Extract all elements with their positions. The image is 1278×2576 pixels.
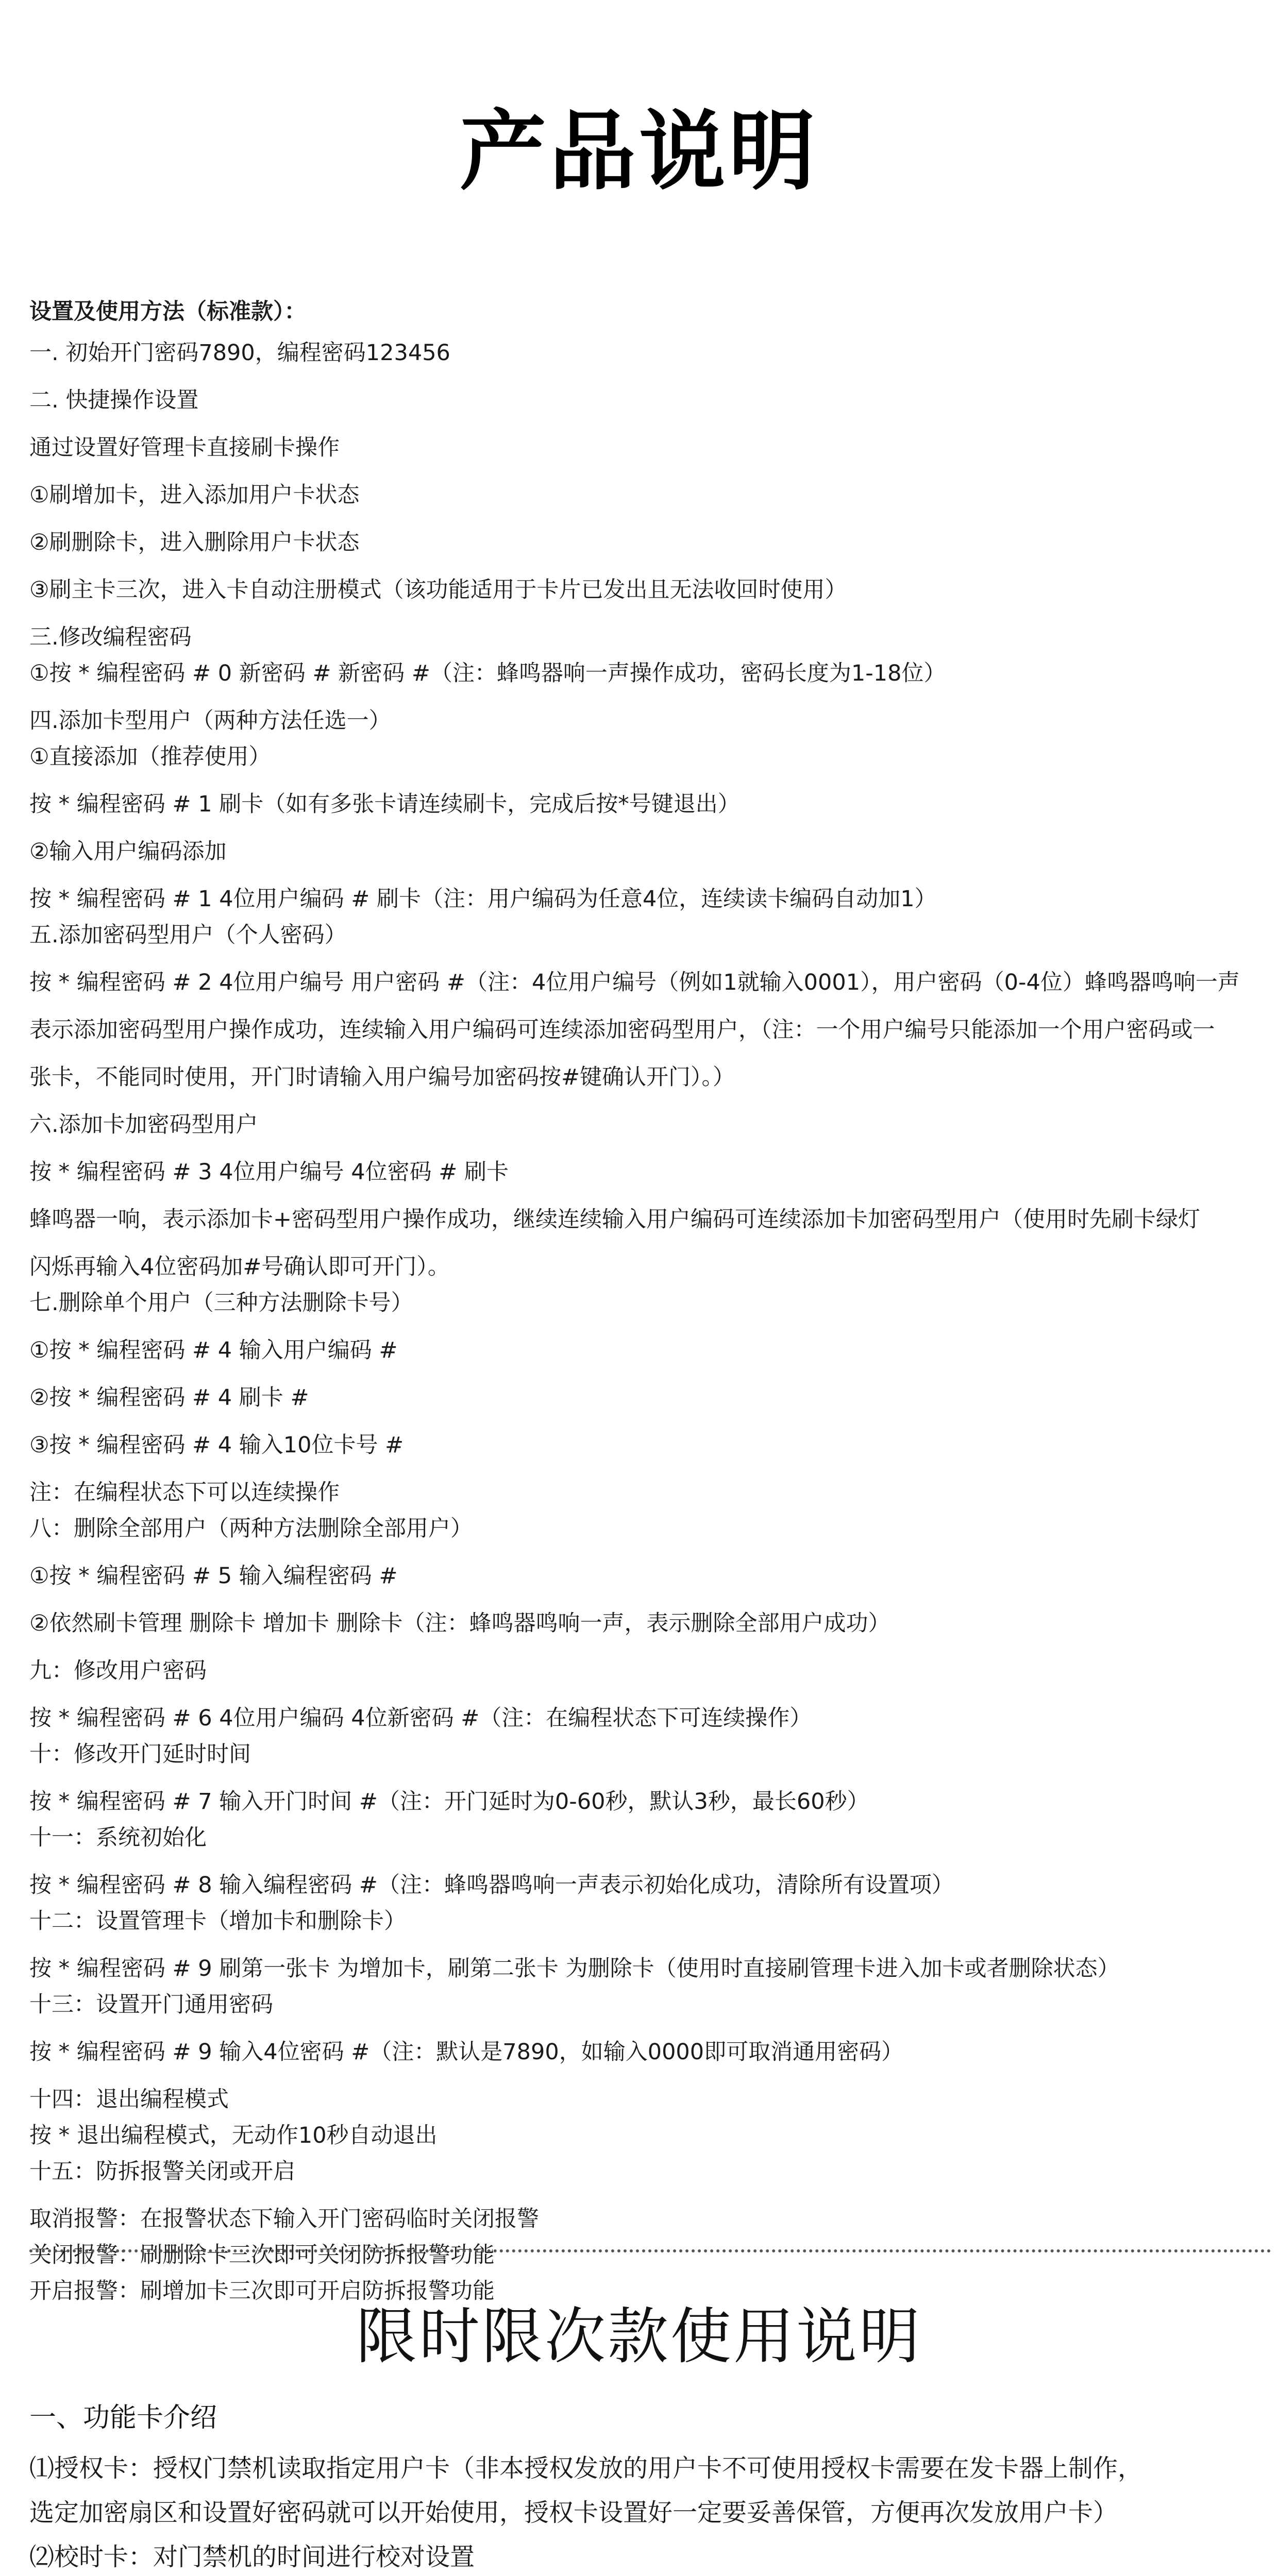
instruction-line: 设置及使用方法（标准款）：: [29, 299, 307, 325]
function-card-line: ⑴授权卡：授权门禁机读取指定用户卡（非本授权发放的用户卡不可使用授权卡需要在发卡器上制作，: [29, 2454, 1143, 2483]
function-card-line: 选定加密扇区和设置好密码就可以开始使用，授权卡设置好一定要妥善保管，方便再次发放用户卡）: [29, 2498, 1118, 2527]
page-title: 产品说明: [460, 101, 818, 202]
function-card-line: ⑵校时卡：对门禁机的时间进行校对设置: [29, 2543, 475, 2571]
instruction-line: 按 * 编程密码 # 6 4位用户编码 4位新密码 #（注：在编程状态下可连续操作）: [29, 1705, 812, 1731]
instruction-line: ②刷删除卡，进入删除用户卡状态: [29, 530, 360, 555]
instruction-line: ①直接添加（推荐使用）: [29, 744, 271, 770]
instruction-line: ③刷主卡三次，进入卡自动注册模式（该功能适用于卡片已发出且无法收回时使用）: [29, 577, 847, 603]
instruction-line: 十二：设置管理卡（增加卡和删除卡）: [29, 1908, 406, 1934]
instruction-line: 按 * 编程密码 # 1 4位用户编码 # 刷卡（注：用户编码为任意4位，连续读卡编码自动加1）: [29, 886, 937, 912]
instruction-line: 按 * 编程密码 # 3 4位用户编号 4位密码 # 刷卡: [29, 1159, 509, 1185]
instruction-line: 关闭报警：刷删除卡三次即可关闭防拆报警功能: [29, 2242, 495, 2268]
instruction-line: 十三：设置开门通用密码: [29, 1992, 273, 2018]
section-title: 限时限次款使用说明: [356, 2301, 922, 2372]
function-card-section: [29, 2395, 1278, 2576]
instruction-line: 按 * 编程密码 # 7 输入开门时间 #（注：开门延时为0-60秒，默认3秒，最长60秒）: [29, 1789, 869, 1815]
instruction-line: 五.添加密码型用户（个人密码）: [29, 922, 347, 948]
instruction-line: 十一：系统初始化: [29, 1825, 207, 1851]
instruction-line: 闪烁再输入4位密码加#号确认即可开门）。: [29, 1254, 450, 1280]
instruction-line: 按 * 编程密码 # 9 刷第一张卡 为增加卡，刷第二张卡 为删除卡（使用时直接刷管理卡进入加卡或者删除状态）: [29, 1956, 1120, 1981]
instruction-line: 二. 快捷操作设置: [29, 387, 199, 413]
instruction-line: 一. 初始开门密码7890，编程密码123456: [29, 340, 450, 366]
instruction-line: 十四：退出编程模式: [29, 2087, 229, 2112]
instruction-line: 九：修改用户密码: [29, 1658, 207, 1684]
instruction-line: 取消报警：在报警状态下输入开门密码临时关闭报警: [29, 2206, 539, 2232]
instruction-line: 三.修改编程密码: [29, 624, 192, 650]
instruction-line: 通过设置好管理卡直接刷卡操作: [29, 435, 340, 461]
instruction-line: 按 * 退出编程模式，无动作10秒自动退出: [29, 2123, 438, 2148]
instruction-line: 八：删除全部用户（两种方法删除全部用户）: [29, 1516, 473, 1541]
instruction-line: ①按 * 编程密码 # 5 输入编程密码 #: [29, 1563, 398, 1589]
instruction-line: 表示添加密码型用户操作成功，连续输入用户编码可连续添加密码型用户，（注：一个用户编号只能添加一个用户密码或一: [29, 1017, 1215, 1043]
instructions-body: [29, 278, 1278, 2309]
instruction-line: 七.删除单个用户（三种方法删除卡号）: [29, 1290, 413, 1316]
instruction-line: ①按 * 编程密码 # 4 输入用户编码 #: [29, 1337, 398, 1363]
instruction-line: 十：修改开门延时时间: [29, 1741, 251, 1767]
instruction-line: 十五：防拆报警关闭或开启: [29, 2159, 295, 2184]
instruction-line: 开启报警：刷增加卡三次即可开启防拆报警功能: [29, 2278, 495, 2304]
instruction-line: ②按 * 编程密码 # 4 刷卡 #: [29, 1385, 309, 1411]
instruction-line: ①按 * 编程密码 # 0 新密码 # 新密码 #（注：蜂鸣器响一声操作成功，密码长度为1-18位）: [29, 660, 946, 686]
instruction-line: 四.添加卡型用户（两种方法任选一）: [29, 708, 391, 734]
instruction-line: 注：在编程状态下可以连续操作: [29, 1480, 340, 1505]
instruction-line: ③按 * 编程密码 # 4 输入10位卡号 #: [29, 1432, 404, 1458]
instruction-line: 按 * 编程密码 # 1 刷卡（如有多张卡请连续刷卡，完成后按*号键退出）: [29, 791, 740, 817]
instruction-line: 按 * 编程密码 # 9 输入4位密码 #（注：默认是7890，如输入0000即可取消通用密码）: [29, 2039, 904, 2065]
instruction-line: ①刷增加卡，进入添加用户卡状态: [29, 482, 360, 508]
instruction-line: 按 * 编程密码 # 8 输入编程密码 #（注：蜂鸣器鸣响一声表示初始化成功，清除所有设置项）: [29, 1872, 954, 1898]
instruction-line: ②依然刷卡管理 删除卡 增加卡 删除卡（注：蜂鸣器鸣响一声，表示删除全部用户成功）: [29, 1611, 890, 1636]
section-divider: [29, 2249, 1271, 2252]
instruction-line: 蜂鸣器一响，表示添加卡+密码型用户操作成功，继续连续输入用户编码可连续添加卡加密码型用户（使用时先刷卡绿灯: [29, 1207, 1201, 1232]
instruction-line: 张卡，不能同时使用，开门时请输入用户编号加密码按#键确认开门）。）: [29, 1064, 735, 1090]
section-heading: 一、功能卡介绍: [29, 2402, 217, 2433]
instruction-line: 按 * 编程密码 # 2 4位用户编号 用户密码 #（注：4位用户编号（例如1就输入0001），用户密码（0-4位）蜂鸣器鸣响一声: [29, 970, 1240, 995]
instruction-line: ②输入用户编码添加: [29, 839, 227, 865]
instruction-line: 六.添加卡加密码型用户: [29, 1112, 258, 1138]
